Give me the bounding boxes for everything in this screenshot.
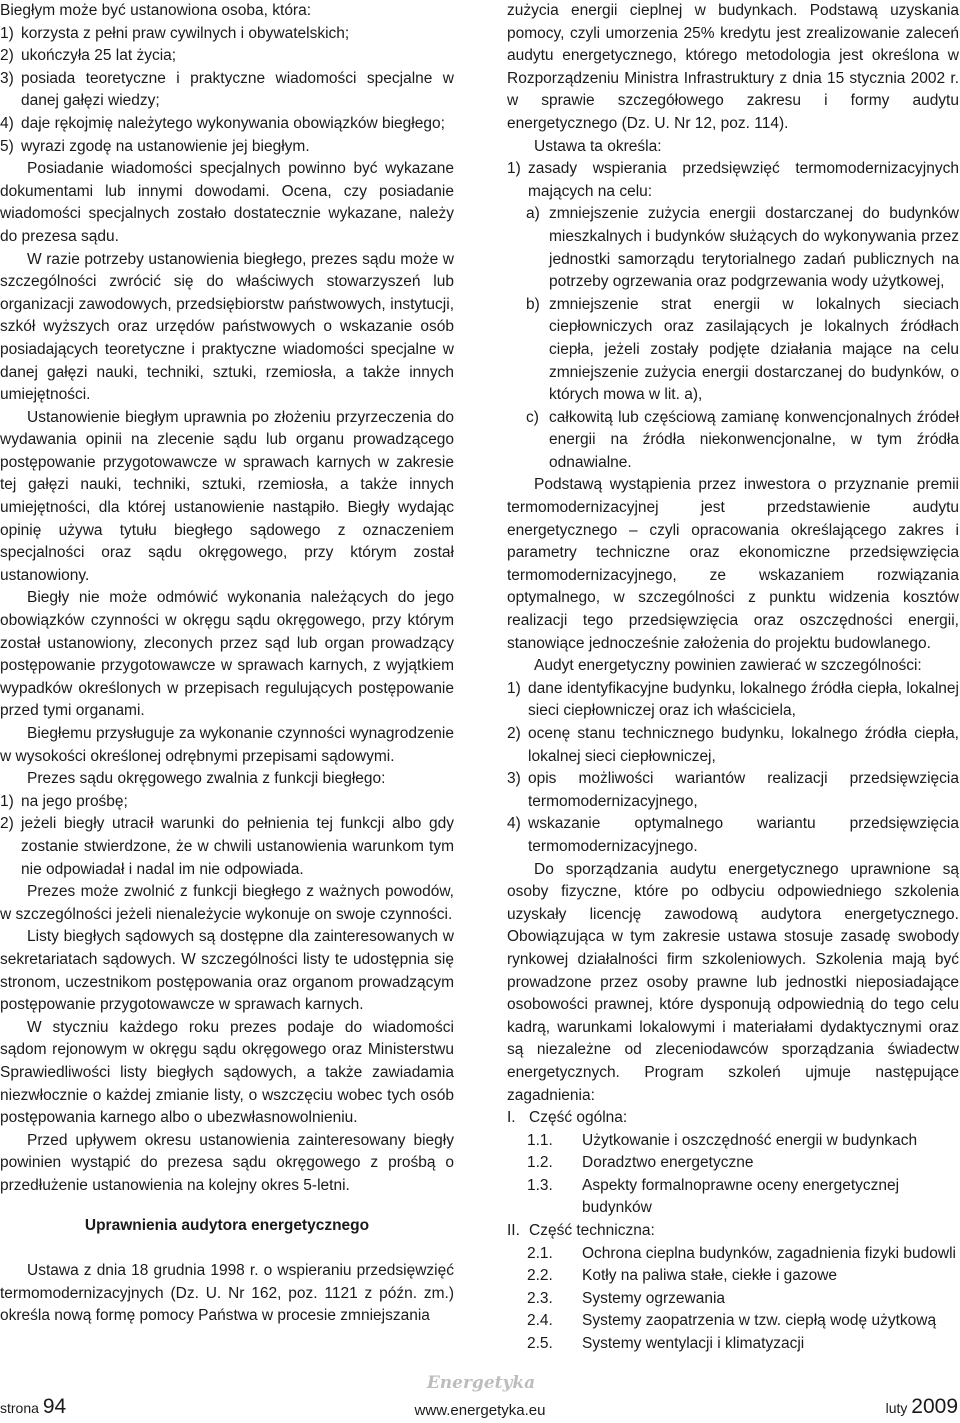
- paragraph: Audyt energetyczny powinien zawierać w szczególności:: [534, 657, 922, 675]
- paragraph: Listy biegłych sądowych są dostępne dla zainteresowanych w sekretariatach sądowych. W szczególności listy te udostępnia się stronom, uczestnikom postępowania oraz organom prowadzącym postępowanie przygotowawcze w sprawach karnych.: [0, 928, 454, 1014]
- page-number-value: 94: [42, 1395, 67, 1418]
- program-item: 1.1. Użytkowanie i oszczędność energii w budynkach: [527, 1131, 918, 1149]
- list-item: 1) korzysta z pełni praw cywilnych i obywatelskich;: [0, 24, 350, 42]
- list-item: 1) na jego prośbę;: [0, 792, 128, 810]
- program-item: 2.3. Systemy ogrzewania: [527, 1289, 726, 1307]
- sub-list-item: b) zmniejszenie strat energii w lokalnych sieciach ciepłowniczych oraz zasilających je lokalnych źródłach ciepła, jeżeli zostały podjęte działania mające na celu zmniejszenie zużycia energii dostarczanej do budynków, o których mowa w lit. a),: [526, 295, 959, 404]
- issue-year: 2009: [911, 1395, 958, 1418]
- paragraph: Podstawą wystąpienia przez inwestora o przyznanie premii termomodernizacyjnej jest przedstawienie audytu energetycznego – czyli opracowania określającego zakres i parametry techniczne oraz ekonomiczne przedsięwzięcia termomodernizacyjnego, ze wskazaniem rozwiązania optymalnego, w szczególności z punktu widzenia kosztów realizacji tego przedsięwzięcia oraz oszczędności energii, stanowiące jednocześnie założenia do projektu budowlanego.: [507, 476, 959, 652]
- svg-text:Energetyka: Energetyka: [426, 1373, 536, 1393]
- paragraph: Biegłemu przysługuje za wykonanie czynności wynagrodzenie w wysokości określonej odrębnymi przepisami sądowymi.: [0, 725, 454, 765]
- page-number: strona 94: [0, 1395, 67, 1418]
- paragraph: Biegłym może być ustanowiona osoba, która:: [0, 2, 312, 19]
- sub-list-item: c) całkowitą lub częściową zamianę konwencjonalnych źródeł energii na źródła niekonwencjonalne, w tym źródła odnawialne.: [526, 408, 959, 471]
- right-column: [507, 0, 959, 1356]
- paragraph: Ustawa ta określa:: [534, 137, 662, 155]
- paragraph: Ustawa z dnia 18 grudnia 1998 r. o wspieraniu przedsięwzięć termomodernizacyjnych (Dz. U. Nr 162, poz. 1121 z późn. zm.) określa nową formę pomocy Państwa w procesie zmniejszania: [0, 1262, 454, 1325]
- list-item: 4) wskazanie optymalnego wariantu przedsięwzięcia termomodernizacyjnego.: [507, 815, 959, 855]
- program-item: 2.2. Kotły na paliwa stałe, ciekłe i gazowe: [527, 1267, 838, 1285]
- program-item: 1.2. Doradztwo energetyczne: [527, 1154, 754, 1172]
- paragraph: W styczniu każdego roku prezes podaje do wiadomości sądom rejonowym w okręgu sądu okręgowego oraz Ministerstwu Sprawiedliwości listy biegłych sądowych, a także zawiadamia niezwłocznie o każdej zmianie listy, o wszczęciu wobec tych osób postępowania karnego albo o ubezwłasnowolnieniu.: [0, 1018, 454, 1127]
- list-item: 4) daje rękojmię należytego wykonywania obowiązków biegłego;: [0, 114, 445, 132]
- paragraph: Posiadanie wiadomości specjalnych powinno być wykazane dokumentami lub innymi dowodami. Ocena, czy posiadanie wiadomości specjalnych zostało dostatecznie wykazane, należy do prezesa sądu.: [0, 160, 454, 245]
- paragraph: Do sporządzania audytu energetycznego uprawnione są osoby fizyczne, które po odbyciu odpowiedniego szkolenia uzyskały licencję zawodową audytora energetycznego. Obowiązująca w tym zakresie ustawa stosuje zasadę swobody rynkowej działalności firm szkoleniowych. Szkolenia mają być prowadzone przez osoby prawne lub jednostki nieposiadające osobowości prawnej, które dysponują odpowiednią do tego celu kadrą, warunkami lokalowymi i materiałami dydaktycznymi oraz są niezależne od zleceniodawców sporządzania świadectw energetycznych. Program szkoleń ujmuje następujące zagadnienia:: [507, 860, 959, 1104]
- list-item: 3) opis możliwości wariantów realizacji przedsięwzięcia termomodernizacyjnego,: [507, 770, 959, 810]
- left-column: [0, 0, 454, 1328]
- program-section: II. Część techniczna:: [507, 1222, 655, 1240]
- program-item: 1.3. Aspekty formalnoprawne oceny energetycznej budynków: [527, 1176, 900, 1217]
- program-item: 2.4. Systemy zaopatrzenia w tzw. ciepłą wodę użytkową: [527, 1312, 937, 1330]
- sub-list-item: a) zmniejszenie zużycia energii dostarczanej do budynków mieszkalnych i budynków służących do wykonywania przez jednostki samorządu terytorialnego zadań publicznych na potrzeby ogrzewania oraz podgrzewania wody użytkowej,: [526, 205, 959, 291]
- list-item: 3) posiada teoretyczne i praktyczne wiadomości specjalne w danej gałęzi wiedzy;: [0, 69, 454, 110]
- paragraph: zużycia energii cieplnej w budynkach. Podstawą uzyskania pomocy, czyli umorzenia 25% kredytu jest zrealizowanie zaleceń audytu energetycznego, którego metodologia jest określona w Rozporządzeniu Ministra Infrastruktury z dnia 15 stycznia 2002 r. w sprawie szczegółowego zakresu i formy audytu energetycznego (Dz. U. Nr 12, poz. 114).: [507, 2, 959, 132]
- program-section: I. Część ogólna:: [507, 1109, 628, 1127]
- issue-date: luty 2009: [885, 1395, 958, 1418]
- paragraph: Ustanowienie biegłym uprawnia po złożeniu przyrzeczenia do wydawania opinii na zlecenie sądu lub organu prowadzącego postępowanie przygotowawcze w sprawach karnych w zakresie tej gałęzi nauki, techniki, sztuki, rzemiosła, a także innych umiejętności, dla której ustanowienie nastąpiło. Biegły wydając opinię używa tytułu biegłego sądowego z oznaczeniem specjalności oraz sądu okręgowego, przy którym został ustanowiony.: [0, 408, 454, 584]
- list-item: 2) ocenę stanu technicznego budynku, lokalnego źródła ciepła, lokalnej sieci ciepłowniczej,: [507, 725, 959, 765]
- list-item: 1) dane identyfikacyjne budynku, lokalnego źródła ciepła, lokalnej sieci ciepłowniczej oraz ich właściciela,: [507, 679, 959, 720]
- list-item: 5) wyrazi zgodę na ustanowienie jej biegłym.: [0, 137, 310, 155]
- program-item: 2.5. Systemy wentylacji i klimatyzacji: [527, 1335, 805, 1353]
- paragraph: Prezes może zwolnić z funkcji biegłego z ważnych powodów, w szczególności jeżeli nienależycie wykonuje on swoje czynności.: [0, 883, 454, 923]
- program-item: 2.1. Ochrona cieplna budynków, zagadnienia fizyki budowli: [527, 1244, 956, 1262]
- paragraph: Biegły nie może odmówić wykonania należących do jego obowiązków czynności w okręgu sądu okręgowego, przy którym został ustanowiony, zleconych przez sąd lub organ prowadzący postępowanie przygotowawcze w sprawach karnych, z wyjątkiem wypadków określonych w przepisach regulujących postępowanie przed tymi organami.: [0, 589, 454, 720]
- section-heading: Uprawnienia audytora energetycznego: [84, 1217, 370, 1235]
- energetyka-logo: [426, 1368, 536, 1396]
- paragraph: Przed upływem okresu ustanowienia zainteresowany biegły powinien wystąpić do prezesa sądu okręgowego z prośbą o przedłużenie ustanowienia na kolejny okres 5-letni.: [0, 1131, 454, 1194]
- list-item: 2) ukończyła 25 lat życia;: [0, 47, 177, 65]
- website-url: www.energetyka.eu: [414, 1402, 546, 1419]
- list-item: 2) jeżeli biegły utracił warunki do pełnienia tej funkcji albo gdy zostanie stwierdzone, że w chwili ustanowienia warunkom tym nie odpowiadał i nadal im nie odpowiada.: [0, 815, 454, 878]
- paragraph: W razie potrzeby ustanowienia biegłego, prezes sądu może w szczególności zwrócić się do właściwych stowarzyszeń lub organizacji zawodowych, przedsiębiorstw państwowych, instytucji, szkół wyższych oraz urzędów państwowych o wskazanie osób posiadających teoretyczne i praktyczne wiadomości specjalne w danej gałęzi nauki, techniki, sztuki, rzemiosła, a także innych umiejętności.: [0, 250, 454, 404]
- list-item: 1) zasady wspierania przedsięwzięć termomodernizacyjnych mających na celu:: [507, 160, 959, 200]
- paragraph: Prezes sądu okręgowego zwalnia z funkcji biegłego:: [27, 770, 386, 788]
